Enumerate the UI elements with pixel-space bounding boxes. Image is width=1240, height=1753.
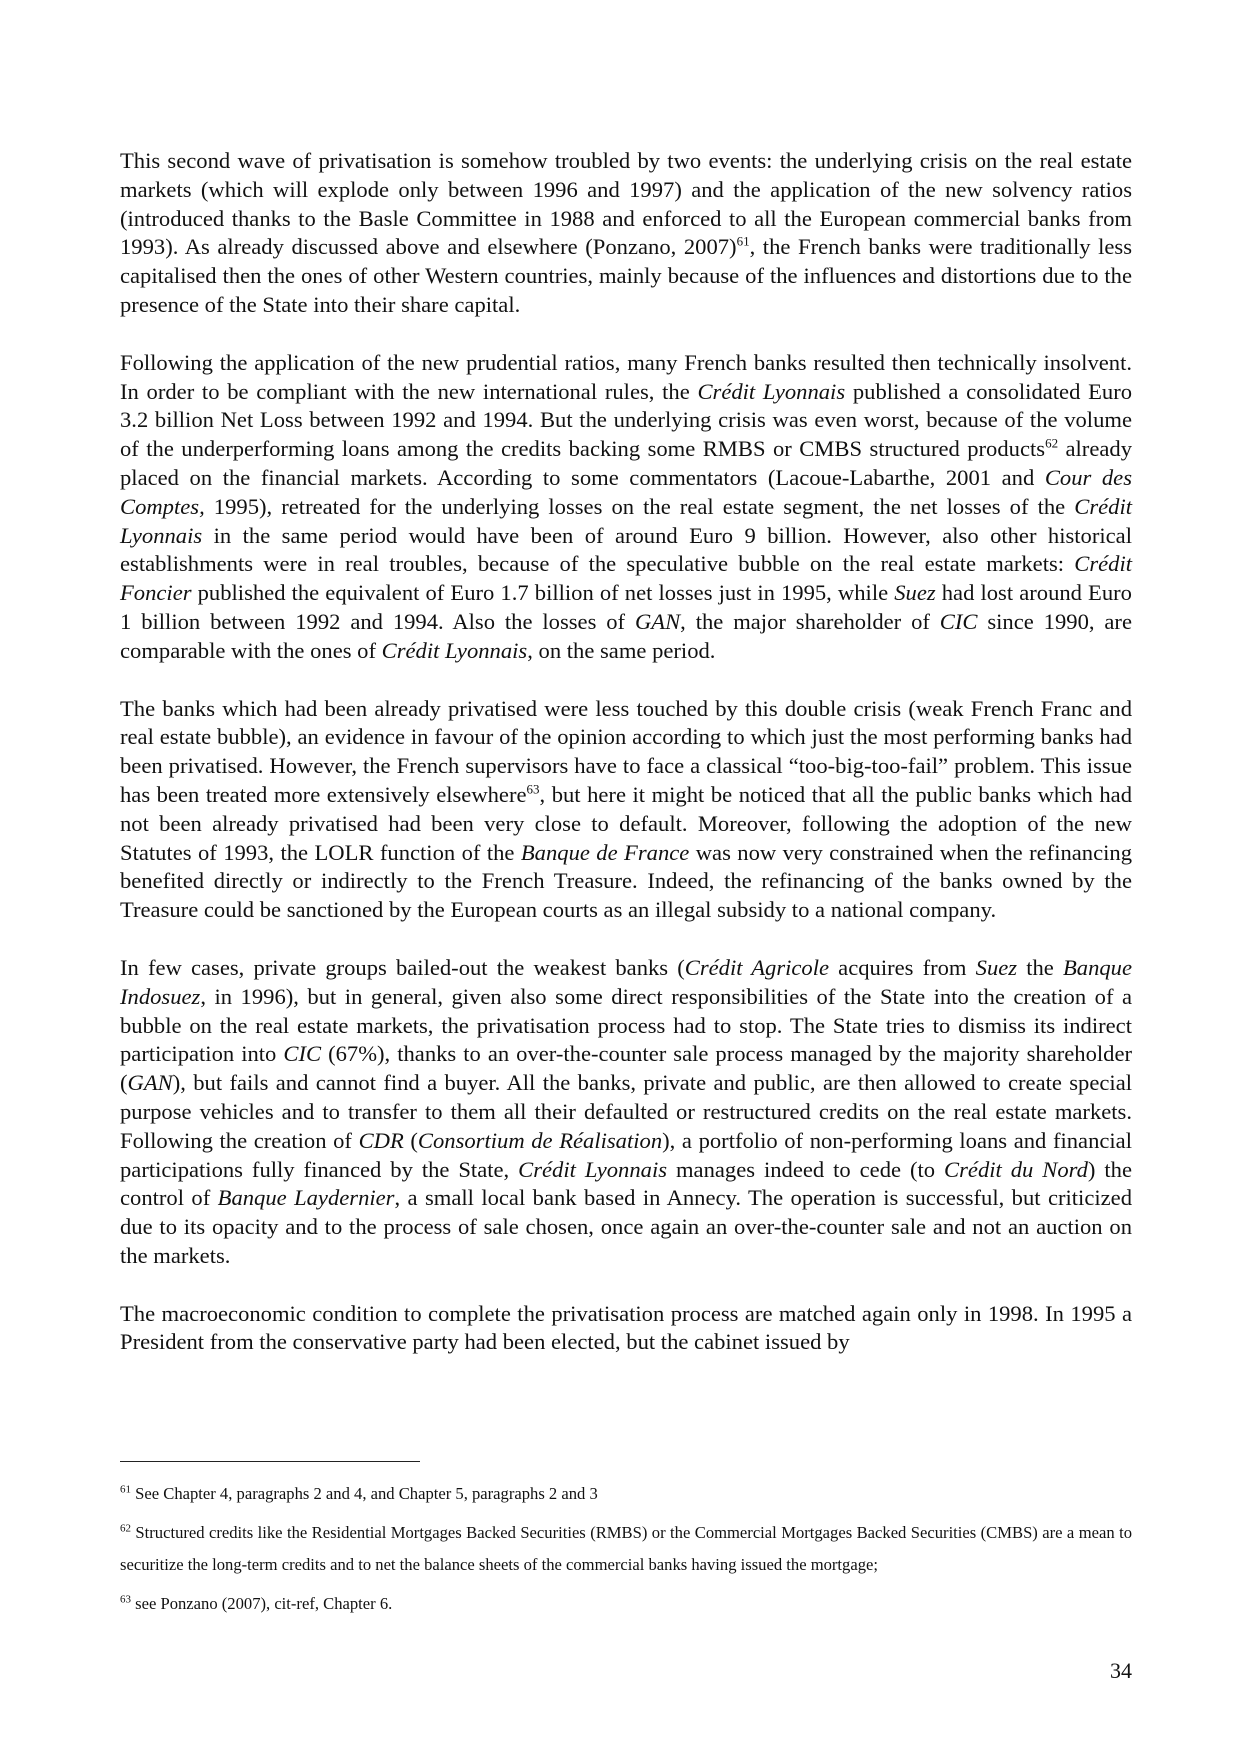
paragraph-text: since 1990, are comparable with the ones of	[120, 608, 1132, 663]
italic-text: Suez	[975, 954, 1018, 980]
paragraph-text: had lost around Euro 1 billion between 1992 and 1994. Also the losses of	[120, 580, 1132, 634]
italic-text: CIC	[939, 608, 978, 634]
paragraph-text: , the major shareholder of	[680, 608, 940, 634]
paragraph	[120, 1300, 1132, 1358]
paragraph-text: ) the control of	[120, 1156, 1132, 1211]
footnote	[120, 1478, 1132, 1511]
paragraph	[120, 954, 1132, 1271]
footnotes	[120, 1478, 1132, 1626]
footnote-separator	[120, 1461, 420, 1462]
page-number: 34	[1110, 1658, 1132, 1683]
footnote-text: Structured credits like the Residential Mortgages Backed Securities (RMBS) or the Commercial Mortgages Backed Securities (CMBS) are a mean to securitize the long-term credits and to net the balance sheets of the commercial banks having issued the mortgage;	[120, 1522, 1132, 1574]
italic-text: Crédit Lyonnais	[120, 493, 1132, 548]
italic-text: Consortium de Réalisation	[417, 1127, 663, 1153]
footnote-text: See Chapter 4, paragraphs 2 and 4, and Chapter 5, paragraphs 2 and 3	[131, 1484, 598, 1503]
paragraph-text: published the equivalent of Euro 1.7 billion of net losses just in 1995, while	[191, 580, 895, 606]
footnote-number: 61	[120, 1483, 131, 1496]
italic-text: CDR	[358, 1127, 404, 1153]
paragraph-text: , but here it might be noticed that all the public banks which had not been already privatised had been very close to default. Moreover, following the adoption of the new Statutes of 1993, the LOLR function of the	[120, 781, 1132, 865]
paragraph-text: (67%), thanks to an over-the-counter sale process managed by the majority shareholder (	[120, 1041, 1132, 1096]
italic-text: Banque Indosuez	[120, 954, 1133, 1009]
italic-text: Crédit Lyonnais	[518, 1156, 668, 1182]
italic-text: Crédit Lyonnais	[381, 637, 528, 663]
paragraph-text: 1995), retreated for the underlying losses on the real estate segment, the net losses of the	[204, 493, 1075, 519]
paragraph-text: manages indeed to cede (to	[667, 1156, 945, 1182]
paragraph-text: Following the application of the new prudential ratios, many French banks resulted then technically insolvent. In order to be compliant with the new international rules, the	[120, 349, 1132, 404]
italic-text: Banque Laydernier	[217, 1185, 395, 1211]
italic-text: Crédit Agricole	[684, 954, 830, 980]
footnote	[120, 1517, 1132, 1582]
footnote-number: 62	[120, 1521, 131, 1534]
italic-text: Cour des Comptes,	[120, 464, 1132, 519]
paragraph	[120, 147, 1132, 320]
italic-text: Crédit Foncier	[120, 551, 1132, 606]
paragraph-text: , the French banks were traditionally less capitalised then the ones of other Western countries, mainly because of the influences and distortions due to the presence of the State into their share capital.	[120, 234, 1133, 317]
italic-text: CIC	[283, 1041, 322, 1067]
italic-text: GAN	[127, 1070, 173, 1096]
paragraph	[120, 349, 1132, 666]
paragraph-text: , in 1996), but in general, given also some direct responsibilities of the State into the creation of a bubble on the real estate markets, the privatisation process had to stop. The State tries to dismiss its indirect participation into	[120, 983, 1132, 1067]
paragraph-text: This second wave of privatisation is somehow troubled by two events: the underlying crisis on the real estate markets (which will explode only between 1996 and 1997) and the application of the new solvency ratios (introduced thanks to the Basle Committee in 1988 and enforced to all the European commercial banks from 1993). As already discussed above and elsewhere (Ponzano, 2007)	[120, 148, 1132, 260]
italic-text: Crédit du Nord	[944, 1156, 1088, 1182]
paragraph	[120, 695, 1132, 925]
paragraph-text: (	[403, 1127, 418, 1153]
paragraph-text: published a consolidated Euro 3.2 billion Net Loss between 1992 and 1994. But the underlying crisis was even worst, because of the volume of the underperforming loans among the credits backing some RMBS or CMBS structured products	[120, 378, 1133, 462]
paragraph-text: ), a portfolio of non-performing loans and financial participations fully financed by the State,	[120, 1127, 1132, 1182]
paragraph-text: already placed on the financial markets. According to some commentators (Lacoue-Labarthe, 2001 and	[120, 436, 1132, 490]
italic-text: Banque de France	[520, 839, 690, 865]
paragraph-text: , on the same period.	[527, 637, 716, 663]
footnote-text: see Ponzano (2007), cit-ref, Chapter 6.	[131, 1593, 393, 1613]
paragraph-text: ), but fails and cannot find a buyer. All the banks, private and public, are then allowed to create special purpose vehicles and to transfer to them all their defaulted or restructured credits on the real estate markets. Following the creation of	[120, 1070, 1132, 1153]
italic-text: Suez	[894, 580, 936, 606]
italic-text: Crédit Lyonnais	[697, 378, 846, 404]
paragraph-text: the	[1017, 954, 1063, 980]
paragraph-text: in the same period would have been of around Euro 9 billion. However, also other historical establishments were in real troubles, because of the speculative bubble on the real estate markets:	[120, 522, 1132, 577]
footnote-number: 63	[120, 1592, 131, 1605]
footnote-reference: 63	[526, 781, 540, 797]
footnote-reference: 62	[1045, 435, 1059, 451]
italic-text: GAN	[634, 608, 681, 634]
paragraph-text: , a small local bank based in Annecy. The operation is successful, but criticized due to its opacity and to the process of sale chosen, once again an over-the-counter sale and not an auction on the markets.	[120, 1185, 1132, 1268]
footnote	[120, 1588, 1132, 1621]
footnote-reference: 61	[736, 233, 750, 249]
paragraph-text: In few cases, private groups bailed-out the weakest banks (	[120, 954, 685, 980]
paragraph-text: was now very constrained when the refinancing benefited directly or indirectly to the French Treasure. Indeed, the refinancing of the banks owned by the Treasure could be sanctioned by the European courts as an illegal subsidy to a national company.	[120, 839, 1133, 923]
paragraph-text: The macroeconomic condition to complete the privatisation process are matched again only in 1998. In 1995 a President from the conservative party had been elected, but the cabinet issued by	[120, 1300, 1132, 1355]
paragraph-text: The banks which had been already privatised were less touched by this double crisis (weak French Franc and real estate bubble), an evidence in favour of the opinion according to which just the most performing banks had been privatised. However, the French supervisors have to face a classical “too-big-too-fail” problem. This issue has been treated more extensively elsewhere	[120, 695, 1132, 807]
body-text	[120, 147, 1132, 1386]
paragraph-text: acquires from	[829, 954, 976, 980]
